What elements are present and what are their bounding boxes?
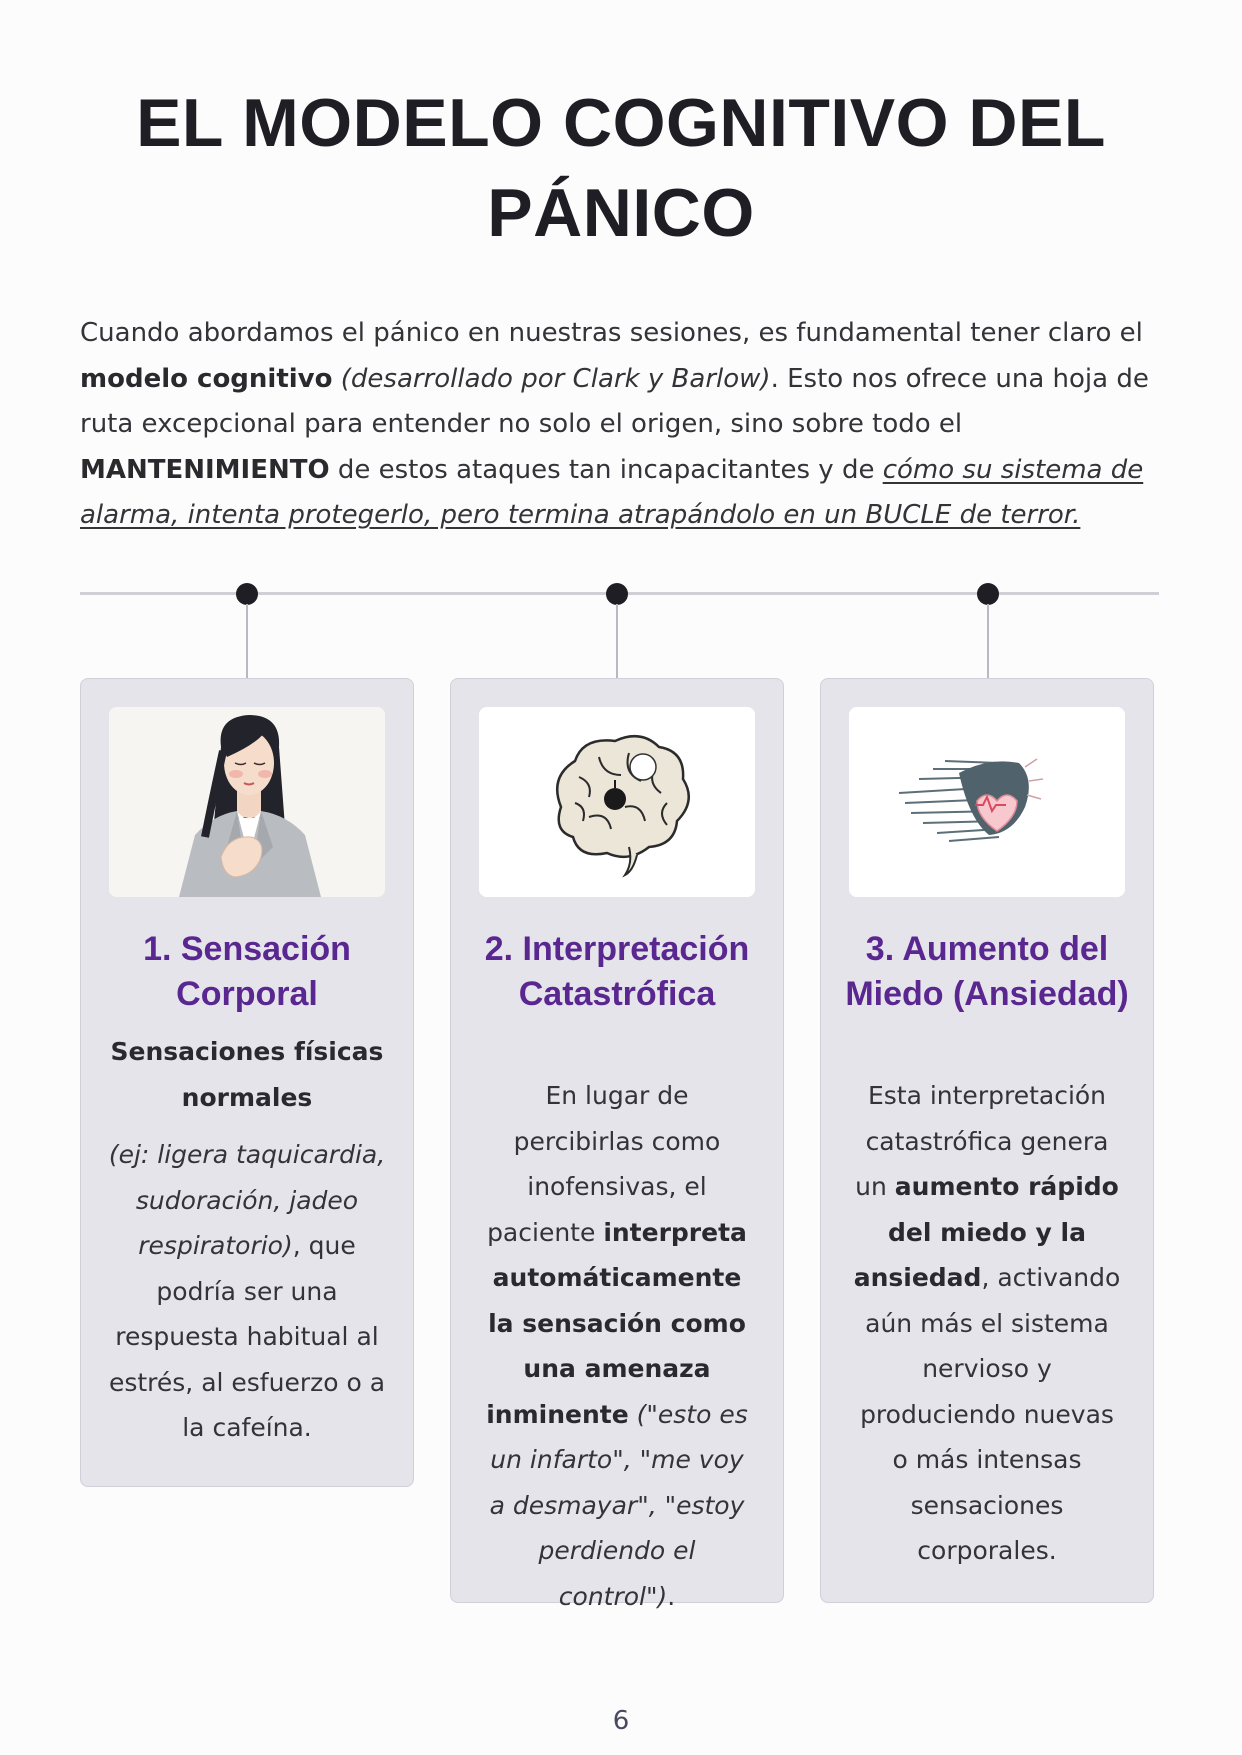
intro-text: de estos ataques tan incapacitantes y de (329, 454, 883, 485)
card-quotes: ("esto es un infarto", "me voy a desmayar", "estoy perdiendo el control") (489, 1399, 748, 1611)
card-text: . (667, 1581, 676, 1611)
card-body-sensation (80, 678, 414, 1487)
page-number: 6 (612, 1706, 630, 1736)
intro-text: . Esto nos ofrece una hoja de ruta excepcional para entender no solo el origen, sino sobre todo el (80, 363, 1149, 439)
timeline-dot-2 (606, 583, 628, 605)
card-examples: (ej: ligera taquicardia, sudoración, jadeo respiratorio) (108, 1140, 386, 1260)
timeline-dot-1 (236, 583, 258, 605)
card-text-sensation (103, 1029, 391, 1451)
racing-heart-icon (849, 707, 1125, 897)
card-title-interpretation: 2. Interpretación Catastrófica (484, 930, 750, 1013)
page-title: EL MODELO COGNITIVO DEL PÁNICO (136, 85, 1106, 251)
card-title-fear: 3. Aumento del Miedo (Ansiedad) (845, 930, 1129, 1013)
brain-icon (479, 707, 755, 897)
intro-authors: (desarrollado por Clark y Barlow) (340, 363, 771, 394)
card-body-interpretation (450, 678, 784, 1611)
card-text: , activando aún más el sistema nervioso y produciendo nuevas o más intensas sensaciones corporales. (860, 1263, 1121, 1565)
card-space (629, 1400, 637, 1429)
card-text-fear (851, 1073, 1123, 1574)
card-text: Esta interpretación catastrófica genera un (855, 1081, 1109, 1201)
card-subtitle: Sensaciones físicas normales (110, 1037, 384, 1112)
intro-underlined-loop: cómo su sistema de alarma, intenta protegerlo, pero termina atrapándolo en un BUCLE de terror. (80, 454, 1144, 530)
timeline-stem-3 (987, 604, 989, 678)
timeline-dot-3 (977, 583, 999, 605)
timeline-stem-1 (246, 604, 248, 678)
card-body-fear (820, 678, 1154, 1603)
intro-bold-model: modelo cognitivo (80, 363, 333, 394)
card-bold-threat: interpreta automáticamente la sensación como una amenaza inminente (486, 1217, 747, 1429)
card-title-sensation: 1. Sensación Corporal (143, 930, 351, 1013)
woman-hand-on-chest-icon (109, 707, 385, 897)
card-text-interpretation (481, 1073, 753, 1619)
intro-paragraph (80, 311, 1170, 539)
intro-bold-maintenance: MANTENIMIENTO (80, 454, 330, 485)
card-text: , que podría ser una respuesta habitual al estrés, al esfuerzo o a la cafeína. (108, 1231, 386, 1442)
card-bold-fear: aumento rápido del miedo y la ansiedad (853, 1172, 1119, 1292)
intro-space (332, 364, 340, 394)
intro-text: Cuando abordamos el pánico en nuestras sesiones, es fundamental tener claro el (80, 318, 1143, 348)
card-text: En lugar de percibirlas como inofensivas, el paciente (487, 1081, 721, 1247)
timeline-stem-2 (616, 604, 618, 678)
